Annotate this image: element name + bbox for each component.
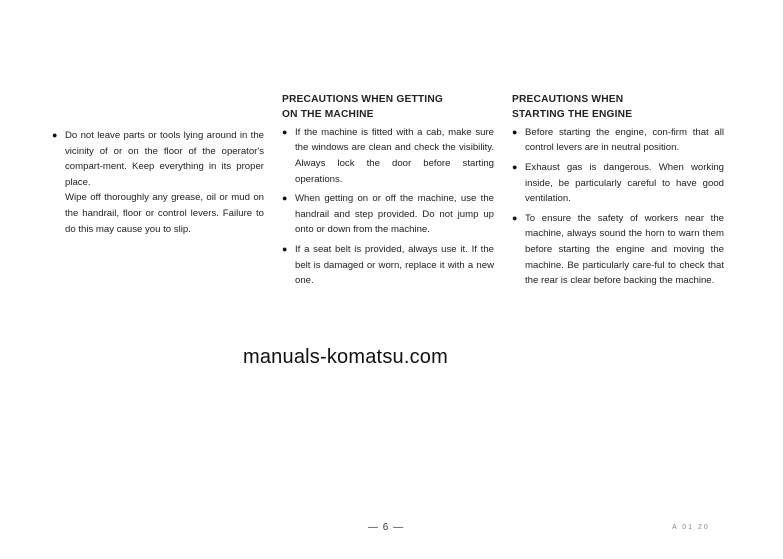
- bullet-icon: ●: [512, 126, 518, 137]
- bullet-icon: ●: [52, 130, 58, 140]
- bullet-text: [65, 128, 264, 237]
- paragraph: Before starting the engine, con-firm that all control levers are in neutral position.: [525, 126, 724, 154]
- column-getting-on: [282, 92, 494, 293]
- section-heading: PRECAUTIONS WHEN GETTING ON THE MACHINE: [282, 94, 444, 121]
- bullet-item: [512, 125, 724, 156]
- paragraph: When getting on or off the machine, use the handrail and step provided. Do not jump up onto or down from the machine.: [295, 193, 494, 236]
- paragraph: Exhaust gas is dangerous. When working inside, be particularly careful to have good ventilation.: [525, 162, 724, 205]
- column-left: [52, 128, 264, 241]
- watermark-url: manuals-komatsu.com: [243, 346, 448, 368]
- bullet-text: [525, 125, 724, 156]
- bullet-text: [525, 211, 724, 289]
- bullet-icon: ●: [282, 193, 288, 204]
- paragraph: If the machine is fitted with a cab, make sure the windows are clean and check the visibility. Always lock the door before starting operations.: [295, 126, 494, 185]
- bullet-icon: ●: [282, 126, 288, 137]
- bullet-item: [282, 125, 494, 187]
- paragraph: Do not leave parts or tools lying around in the vicinity of or on the floor of the operator's compart-ment. Keep everything in its proper place.: [65, 130, 264, 188]
- page-number: — 6 —: [368, 522, 405, 533]
- paragraph: To ensure the safety of workers near the machine, always sound the horn to warn them before starting the engine and moving the machine. Be particularly care-ful to check that the rear is clear before backing the machine.: [525, 212, 724, 287]
- bullet-text: [525, 160, 724, 207]
- bullet-item: [52, 128, 264, 237]
- bullet-icon: ●: [282, 243, 288, 254]
- section-heading: PRECAUTIONS WHEN STARTING THE ENGINE: [512, 94, 633, 121]
- bullet-text: [295, 191, 494, 238]
- bullet-item: [512, 211, 724, 289]
- bullet-text: [295, 242, 494, 289]
- bullet-item: [282, 191, 494, 238]
- paragraph: If a seat belt is provided, always use it. If the belt is damaged or worn, replace it with a new one.: [295, 243, 494, 287]
- paragraph: Wipe off thoroughly any grease, oil or mud on the handrail, floor or control levers. Failure to do this may cause you to slip.: [65, 192, 264, 235]
- column-starting-engine: [512, 92, 724, 293]
- corner-code: A 01 20: [672, 524, 710, 531]
- bullet-item: [282, 242, 494, 289]
- bullet-icon: ●: [512, 162, 518, 172]
- bullet-text: [295, 125, 494, 187]
- bullet-item: [512, 160, 724, 207]
- bullet-icon: ●: [512, 212, 518, 223]
